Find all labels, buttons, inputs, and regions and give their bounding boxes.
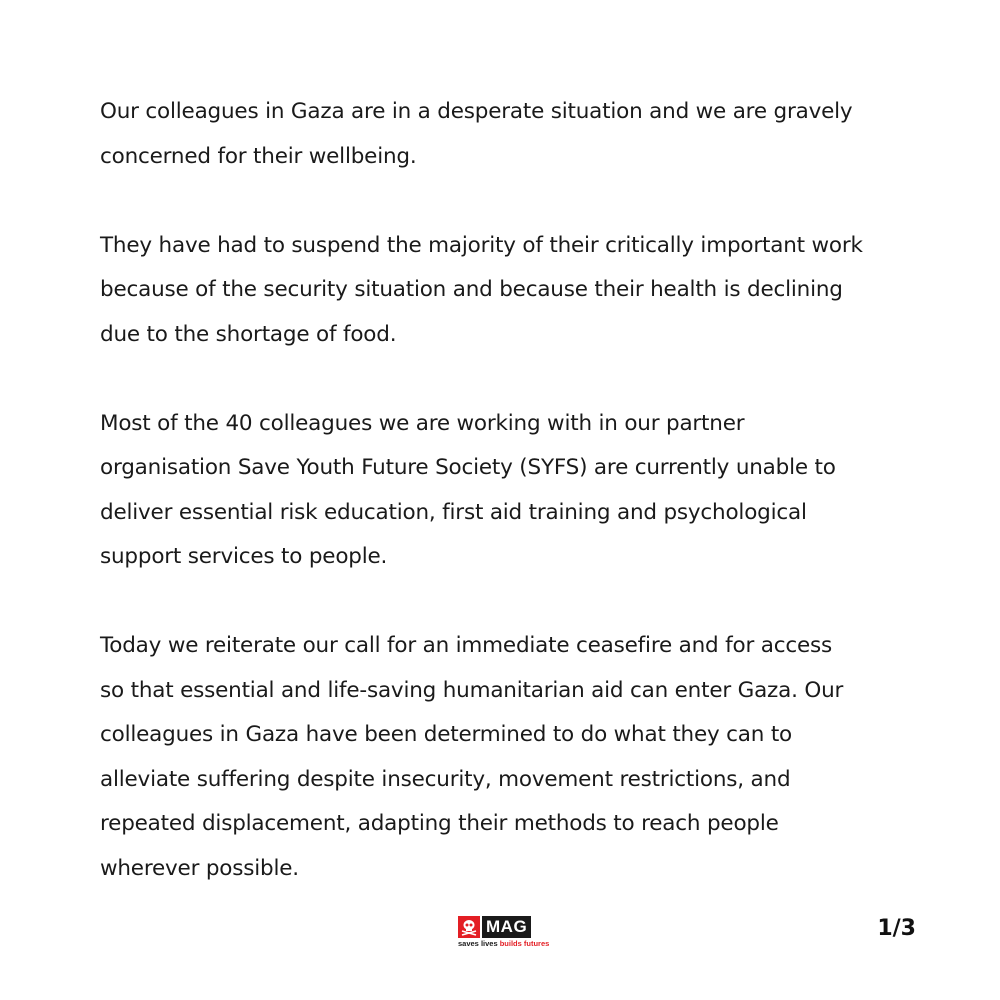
mag-logo [458,916,550,948]
paragraph-line: due to the shortage of food. [100,321,397,347]
paragraph-2 [100,224,910,358]
paragraph-3 [100,402,910,580]
tagline-part-1: saves lives [458,939,500,948]
logo-mark [458,916,544,938]
logo-tagline [458,939,550,948]
paragraph-line: Most of the 40 colleagues we are working with in our partner [100,410,745,436]
statement-body [100,90,910,891]
paragraph-line: colleagues in Gaza have been determined to do what they can to [100,722,793,747]
paragraph-line: Today we reiterate our call for an immediate ceasefire and for access [100,633,832,658]
paragraph-line: organisation Save Youth Future Society (SYFS) are currently unable to [100,455,836,480]
page-indicator: 1/3 [877,916,916,941]
paragraph-1 [100,90,910,179]
paragraph-4 [100,624,910,891]
paragraph-line: because of the security situation and because their health is declining [100,277,843,302]
paragraph-line: Our colleagues in Gaza are in a desperate situation and we are gravely [100,99,853,124]
paragraph-line: alleviate suffering despite insecurity, movement restrictions, and [100,766,791,792]
paragraph-line: concerned for their wellbeing. [100,143,417,169]
skull-emblem-icon [458,916,480,938]
paragraph-line: wherever possible. [100,855,299,881]
paragraph-line: repeated displacement, adapting their methods to reach people [100,811,779,836]
paragraph-line: so that essential and life-saving humanitarian aid can enter Gaza. Our [100,677,844,703]
paragraph-line: support services to people. [100,544,388,569]
paragraph-line: deliver essential risk education, first aid training and psychological [100,499,807,525]
logo-wordmark: MAG [482,916,531,938]
tagline-part-2: builds futures [499,939,550,948]
paragraph-line: They have had to suspend the majority of their critically important work [100,232,863,258]
